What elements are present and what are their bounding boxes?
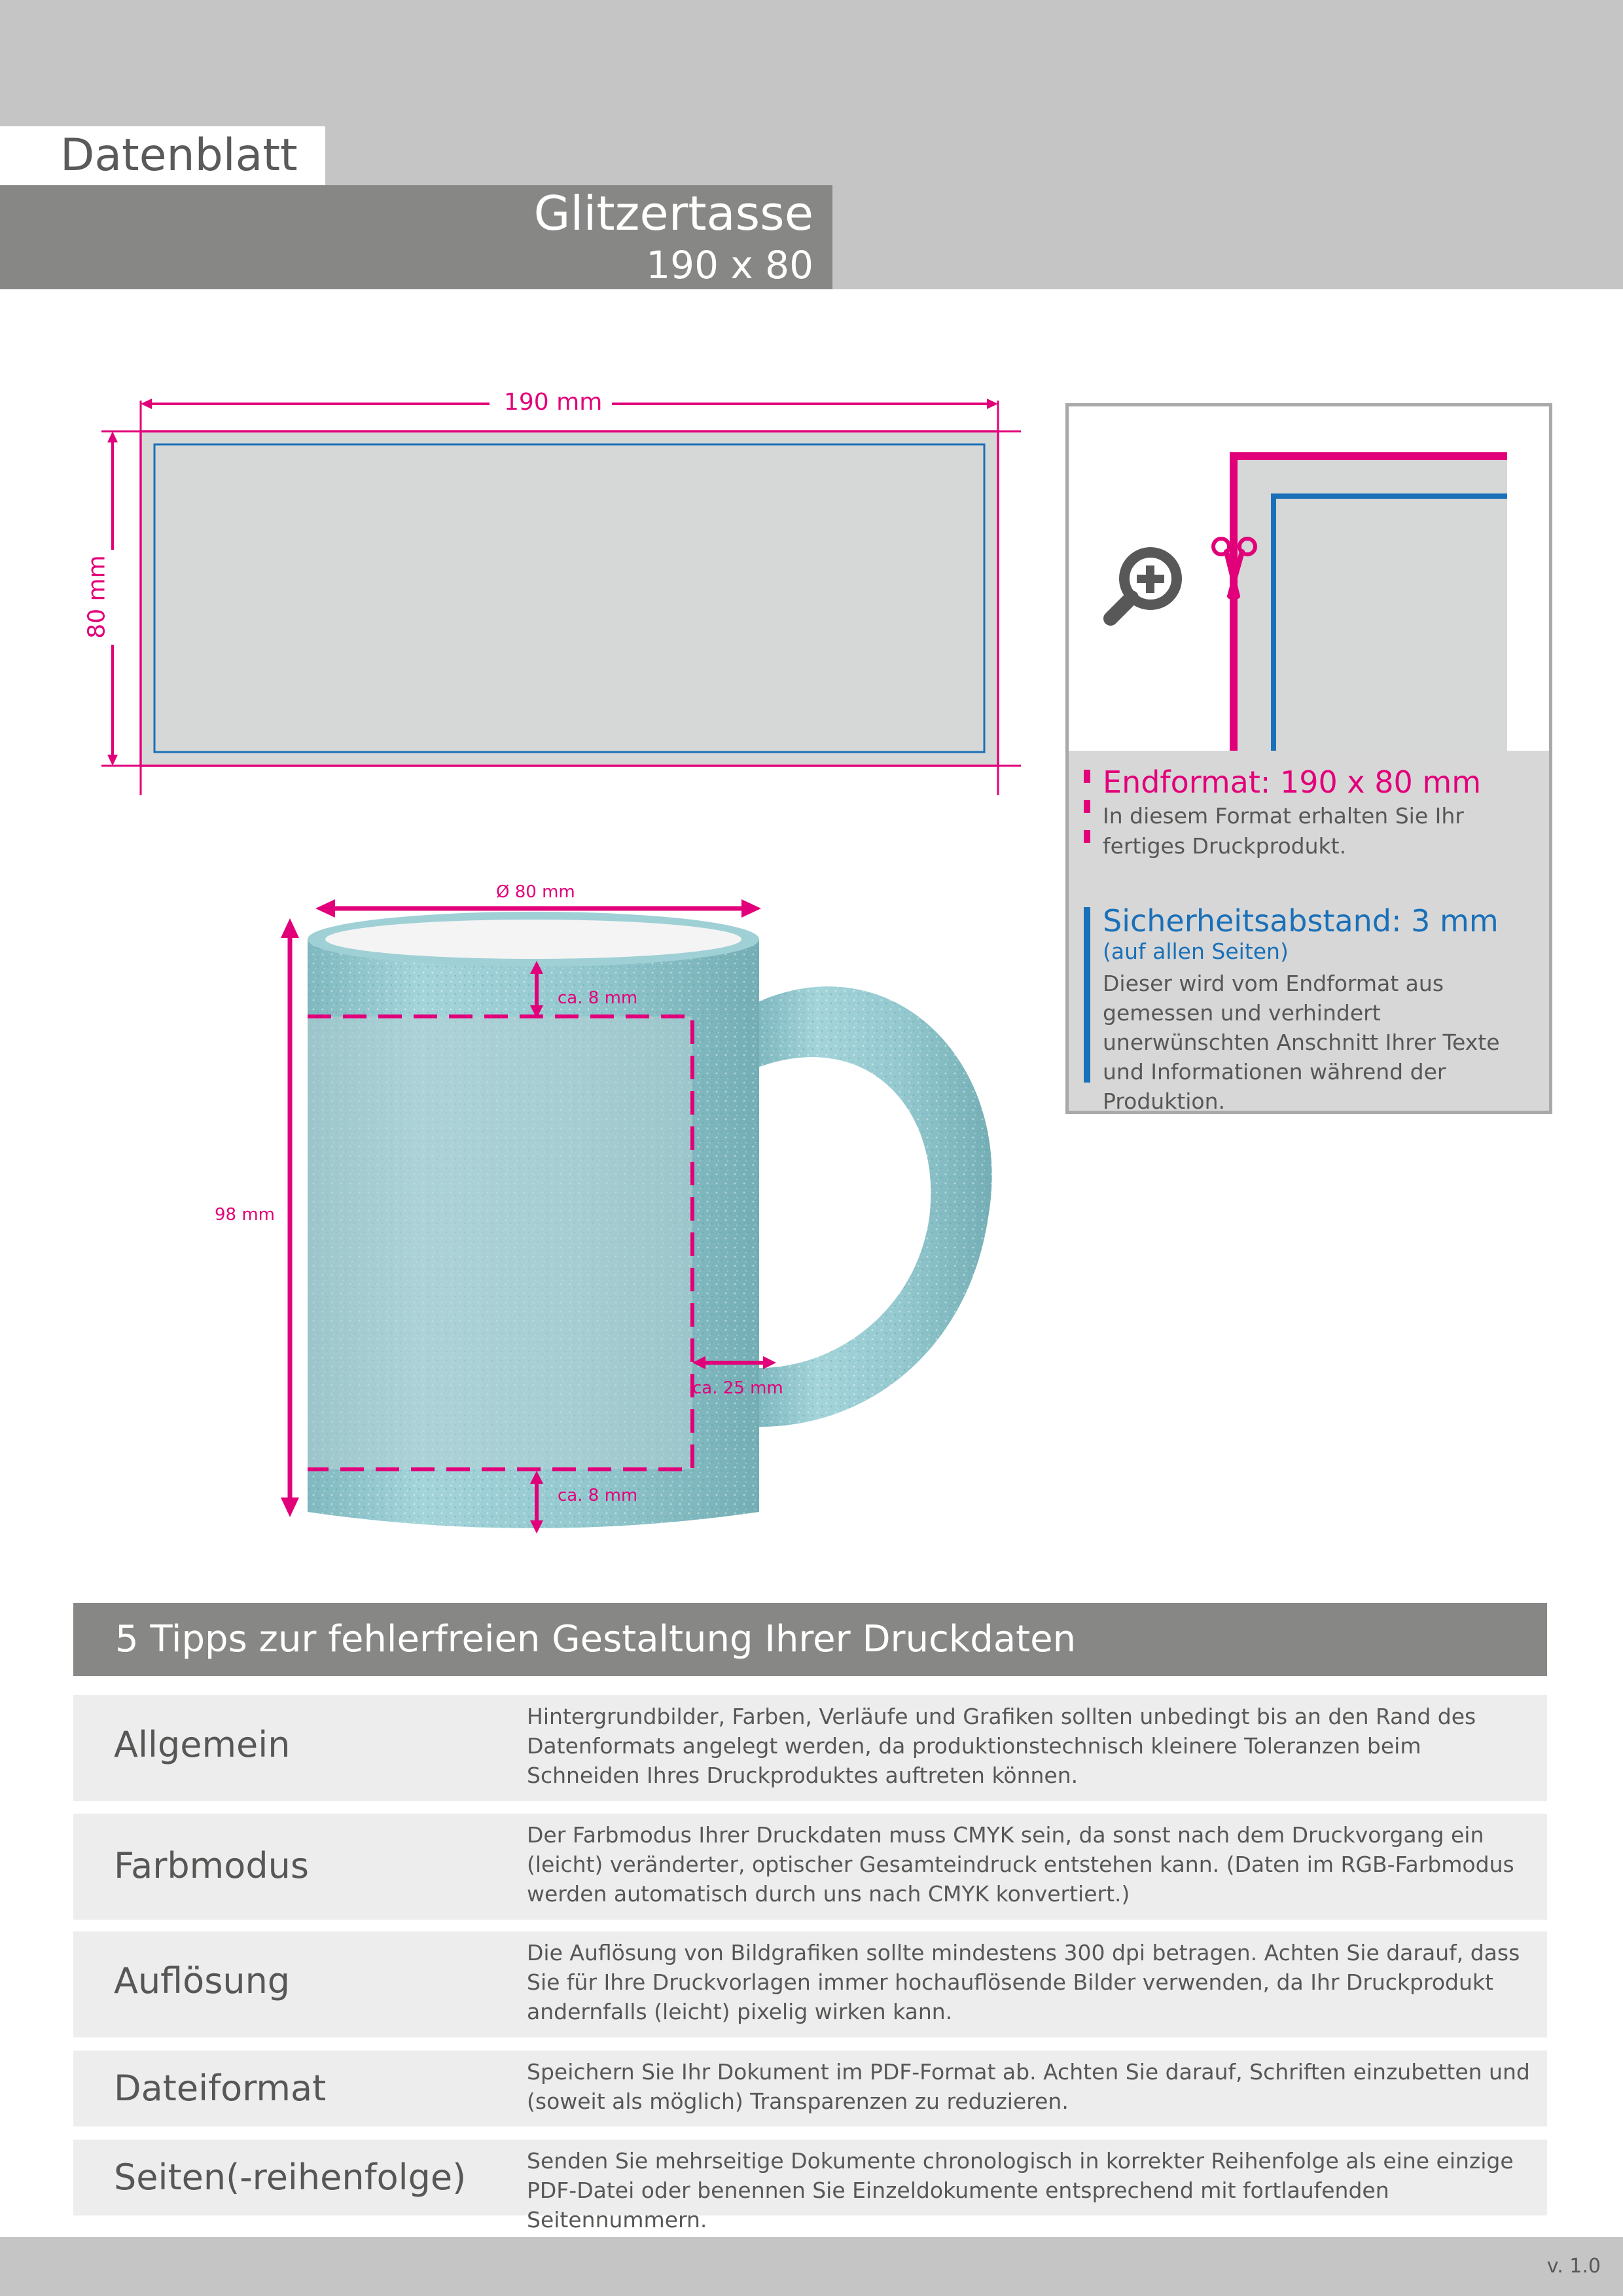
tip-label: Allgemein bbox=[114, 1724, 291, 1765]
mug-illustration bbox=[0, 851, 1047, 1558]
mug-diameter-label: Ø 80 mm bbox=[496, 882, 575, 902]
endformat-title: Endformat: 190 x 80 mm bbox=[1103, 764, 1482, 800]
endformat-bar-1 bbox=[1084, 770, 1090, 783]
tip-text: Senden Sie mehrseitige Dokumente chronologisch in korrekter Reihenfolge als eine einzige PDF-Datei oder benennen Sie Einzeldokumente entsprechend mit fortlaufenden Seitennummern. bbox=[527, 2148, 1514, 2233]
bleed-area bbox=[141, 431, 998, 766]
endformat-bar-2 bbox=[1084, 800, 1090, 813]
safety-subtitle: (auf allen Seiten) bbox=[1103, 939, 1289, 964]
doc-type-label: Datenblatt bbox=[60, 130, 298, 181]
tips-title: 5 Tipps zur fehlerfreien Gestaltung Ihrer Druckdaten bbox=[115, 1618, 1077, 1660]
tip-text: Der Farbmodus Ihrer Druckdaten muss CMYK sein, da sonst nach dem Druckvorgang ein (leicht) veränderter, optischer Gesamteindruck entstehen kann. (Daten im RGB-Farbmodus werden automatisch durch uns nach CMYK konvertiert.) bbox=[527, 1822, 1514, 1907]
tip-text: Die Auflösung von Bildgrafiken sollte mindestens 300 dpi betragen. Achten Sie darauf, dass Sie für Ihre Druckvorlagen immer hochauflösende Bilder verwenden, da Ihr Druckprodukt andernfalls (leicht) pixelig wirken kann. bbox=[527, 1940, 1520, 2024]
tip-row-seitenreihenfolge bbox=[73, 2140, 1547, 2233]
endformat-description: In diesem Format erhalten Sie Ihr fertiges Druckprodukt. bbox=[1103, 803, 1464, 859]
tip-text: Hintergrundbilder, Farben, Verläufe und Grafiken sollten unbedingt bis an den Rand des Datenformats angelegt werden, da produktionstechnisch kleinere Toleranzen beim Schneiden Ihres Druckproduktes auftreten können. bbox=[527, 1704, 1476, 1788]
product-name: Glitzertasse bbox=[533, 186, 813, 241]
template-height-label: 80 mm bbox=[83, 555, 111, 639]
tip-row-farbmodus bbox=[73, 1814, 1547, 1920]
safety-title: Sicherheitsabstand: 3 mm bbox=[1103, 903, 1499, 939]
zoom-in-icon bbox=[1111, 552, 1177, 619]
mug-bottom-margin-label: ca. 8 mm bbox=[558, 1486, 638, 1505]
endformat-bar-3 bbox=[1084, 830, 1090, 843]
footer-band bbox=[0, 2237, 1623, 2296]
version-label: v. 1.0 bbox=[1546, 2255, 1601, 2278]
tip-row-allgemein bbox=[73, 1695, 1547, 1801]
zoom-detail-graphic bbox=[1069, 406, 1549, 751]
safety-bar bbox=[1084, 907, 1090, 1083]
mug-handle-gap-label: ca. 25 mm bbox=[692, 1378, 783, 1398]
safety-description: Dieser wird vom Endformat aus gemessen und verhindert unerwünschten Anschnitt Ihrer Texte und Informationen während der Produktion. bbox=[1103, 971, 1500, 1114]
tip-label: Dateiformat bbox=[114, 2068, 327, 2109]
tip-text: Speichern Sie Ihr Dokument im PDF-Format ab. Achten Sie darauf, Schriften einzubetten und (soweit als möglich) Transparenzen zu reduzieren. bbox=[527, 2059, 1530, 2114]
tip-label: Farbmodus bbox=[114, 1845, 309, 1886]
tip-label: Auflösung bbox=[114, 1960, 291, 2001]
mug-top-margin-label: ca. 8 mm bbox=[558, 988, 638, 1008]
mug-height-label: 98 mm bbox=[215, 1205, 276, 1225]
tip-row-aufloesung bbox=[73, 1931, 1547, 2037]
template-width-label: 190 mm bbox=[504, 389, 603, 416]
tip-label: Seiten(-reihenfolge) bbox=[114, 2157, 467, 2198]
tip-row-dateiformat bbox=[73, 2051, 1547, 2126]
product-size: 190 x 80 bbox=[646, 243, 813, 287]
